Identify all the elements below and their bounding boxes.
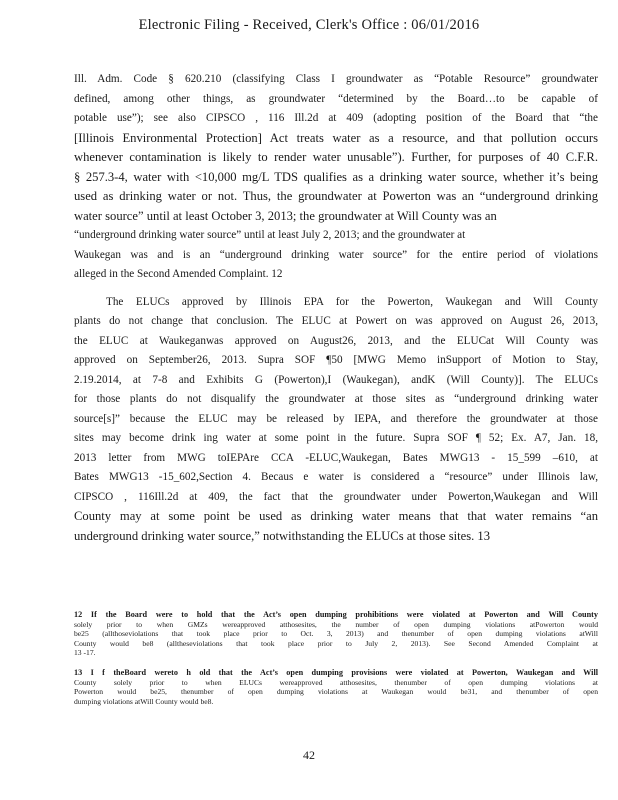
body-line: whenever contamination is likely to render water unusable”). Further, for purposes of 40 C.F.R. [74,150,598,164]
body-line: [Illinois Environmental Protection] Act treats water as a resource, and that pollution occurs [74,130,598,145]
body-line: for those plants do not disqualify the groundwater at those sites as “underground drinking water [74,393,598,405]
footnote-line: County would be8 (alltheseviolations that took place prior to July 2, 2013). See Second Amended Complaint at [74,638,598,648]
footnote-line: County solely prior to when ELUCs wereapproved atthosesites, thenumber of open dumping violations at [74,677,598,687]
body-line: underground drinking water source,” notwithstanding the ELUCs at those sites. 13 [74,528,490,543]
electronic-filing-header: Electronic Filing - Received, Clerk's Office : 06/01/2016 [138,17,480,33]
footnote-line: 13 -17. [74,648,96,658]
body-line: County may at some point be used as drinking water means that that water remains “an [74,509,598,523]
body-line: sites may become drink ing water at some point in the future. Supra SOF ¶ 52; Ex. A7, Jan. 18, [74,432,598,444]
body-line: Bates MWG13 -15_602,Section 4. Becaus e water is considered a “resource” under Illinois law, [74,471,598,483]
body-line: CIPSCO , 116Ill.2d at 409, the fact that the groundwater under Powerton,Waukegan and Will [74,490,598,503]
footnote-line: solely prior to when GMZs wereapproved atthosesites, the number of open dumping violations atPowerton would [74,619,598,629]
footnote-line: dumping violations atWill County would be8. [74,696,214,706]
body-line: water source” until at least October 3, 2013; the groundwater at Will County was an [74,208,497,223]
body-line: the ELUC at Waukeganwas approved on August26, 2013, and the ELUCat Will County was [74,334,598,347]
footnote-line: Powerton would be25, thenumber of open dumping violations at Waukegan would be31, and thenumber of open [74,687,598,697]
footnote-13 [74,668,598,706]
body-line: “underground drinking water source” until at least July 2, 2013; and the groundwater at [74,229,466,241]
body-line: 2.19.2014, at 7-8 and Exhibits G (Powerton),I (Waukegan), andK (Will County)]. The ELUCs [74,373,598,386]
body-line: 2013 letter from MWG toIEPAre CCA -ELUC,Waukegan, Bates MWG13 - 15_599 –610, at [74,451,598,464]
body-line: Ill. Adm. Code § 620.210 (classifying Class I groundwater as “Potable Resource” groundwater [74,73,598,85]
body-line: Waukegan was and is an “underground drinking water source” for the entire period of violations [74,248,598,261]
body-line: potable use”); see also CIPSCO , 116 Ill.2d at 409 (adopting position of the Board that “the [74,112,598,124]
body-text [74,70,598,546]
page-number: 42 [303,748,315,762]
body-line: § 257.3-4, water with <10,000 mg/L TDS qualifies as a drinking water source, whether it’s being [74,169,598,184]
body-line: The ELUCs approved by Illinois EPA for the Powerton, Waukegan and Will County [106,295,598,308]
footnote-line: 13 I f theBoard wereto h old that the Act’s open dumping provisions were violated at Powerton, Waukegan and Will [74,667,598,677]
footnote-line: 12 If the Board were to hold that the Act’s open dumping prohibitions were violated at Powerton and Will County [74,610,598,619]
body-line: plants do not change that conclusion. The ELUC at Powert on was approved on August 26, 2013, [74,315,598,327]
footnote-12 [74,610,598,658]
body-line: source[s]” because the ELUC may be released by IEPA, and therefore the groundwater at those [74,412,598,425]
body-line: defined, among other things, as groundwater “determined by the Board…to be capable of [74,92,598,105]
body-line: used as drinking water or not. Thus, the groundwater at Powerton was an “underground drinking [74,189,598,203]
footnotes [74,610,598,706]
body-line: alleged in the Second Amended Complaint. 12 [74,268,283,280]
body-line: approved on September26, 2013. Supra SOF ¶50 [MWG Memo inSupport of Motion to Stay, [74,354,598,366]
footnote-line: be25 (allthoseviolations that took place prior to Oct. 3, 2013) and thenumber of open dumping violations atWill [74,629,598,639]
